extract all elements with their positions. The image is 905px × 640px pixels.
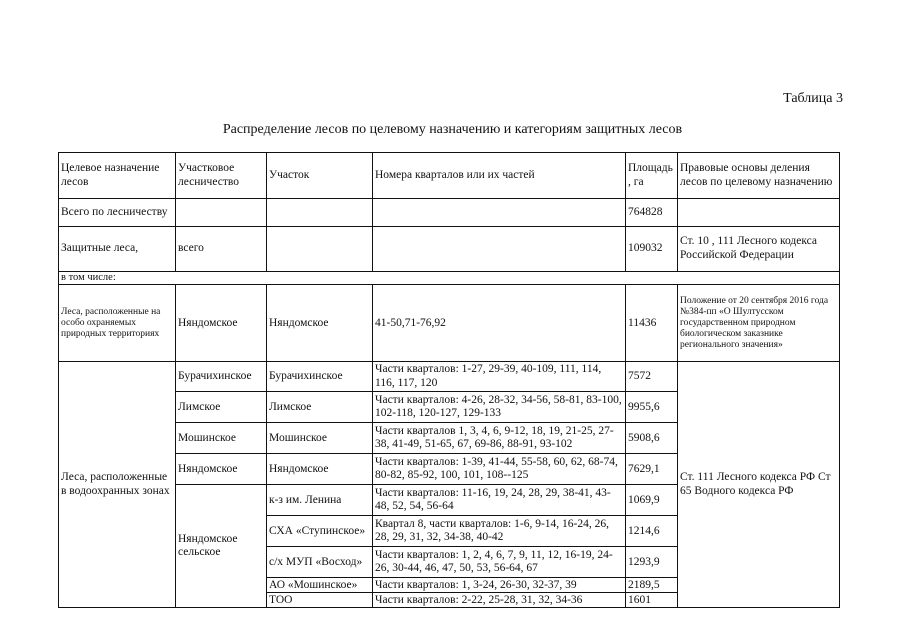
document-title: Распределение лесов по целевому назначению и категориям защитных лесов	[222, 122, 683, 137]
protective-quarters	[373, 227, 626, 272]
sopt-legal: Положение от 20 сентября 2016 года №384-пп «О Шултусском государственном природном биологическом заказнике регионального значения»	[678, 285, 840, 362]
water-area: 1601	[626, 593, 678, 608]
total-area: 764828	[626, 199, 678, 227]
water-forestry: Лимское	[176, 392, 267, 423]
water-area: 2189,5	[626, 578, 678, 593]
water-section: АО «Мошинское»	[267, 578, 373, 593]
water-quarters: Квартал 8, части кварталов: 1-6, 9-14, 16-24, 26, 28, 29, 31, 32, 34-38, 40-42	[373, 516, 626, 547]
water-area: 1069,9	[626, 485, 678, 516]
header-quarters: Номера кварталов или их частей	[373, 153, 626, 199]
water-area: 9955,6	[626, 392, 678, 423]
total-purpose: Всего по лесничеству	[59, 199, 176, 227]
sopt-quarters: 41-50,71-76,92	[373, 285, 626, 362]
protective-purpose: Защитные леса,	[59, 227, 176, 272]
table-row	[59, 362, 840, 392]
water-legal: Ст. 111 Лесного кодекса РФ Ст 65 Водного кодекса РФ	[678, 362, 840, 608]
water-section: ТОО	[267, 593, 373, 608]
header-forestry: Участковое лесничество	[176, 153, 267, 199]
water-quarters: Части кварталов: 1, 2, 4, 6, 7, 9, 11, 12, 16-19, 24-26, 30-44, 46, 47, 50, 53, 56-64, 67	[373, 547, 626, 578]
water-forestry: Няндомское	[176, 454, 267, 485]
water-area: 1293,9	[626, 547, 678, 578]
header-row	[59, 153, 840, 199]
protective-area: 109032	[626, 227, 678, 272]
water-section: Бурачихинское	[267, 362, 373, 392]
water-quarters: Части кварталов: 11-16, 19, 24, 28, 29, 38-41, 43-48, 52, 54, 56-64	[373, 485, 626, 516]
total-forestry	[176, 199, 267, 227]
water-section: Няндомское	[267, 454, 373, 485]
water-quarters: Части кварталов: 1-27, 29-39, 40-109, 111, 114, 116, 117, 120	[373, 362, 626, 392]
water-quarters: Части кварталов: 1-39, 41-44, 55-58, 60, 62, 68-74, 80-82, 85-92, 100, 101, 108--125	[373, 454, 626, 485]
protective-section	[267, 227, 373, 272]
header-area: Площадь, га	[626, 153, 678, 199]
water-area: 1214,6	[626, 516, 678, 547]
forest-distribution-table	[58, 152, 840, 608]
water-section: Лимское	[267, 392, 373, 423]
rural-forestry: Няндомское сельское	[176, 485, 267, 608]
water-purpose: Леса, расположенные в водоохранных зонах	[59, 362, 176, 608]
table-row-total	[59, 199, 840, 227]
sopt-purpose: Леса, расположенные на особо охраняемых природных территориях	[59, 285, 176, 362]
total-section	[267, 199, 373, 227]
table-row-including	[59, 272, 840, 285]
protective-legal: Ст. 10 , 111 Лесного кодекса Российской Федерации	[678, 227, 840, 272]
including-label: в том числе:	[59, 272, 840, 285]
header-legal: Правовые основы деления лесов по целевому назначению	[678, 153, 840, 199]
sopt-area: 11436	[626, 285, 678, 362]
water-quarters: Части кварталов: 1, 3-24, 26-30, 32-37, 39	[373, 578, 626, 593]
water-quarters: Части кварталов 1, 3, 4, 6, 9-12, 18, 19, 21-25, 27-38, 41-49, 51-65, 67, 69-86, 88-91, 93-102	[373, 423, 626, 454]
water-section: к-з им. Ленина	[267, 485, 373, 516]
table-row-specially-protected	[59, 285, 840, 362]
water-quarters: Части кварталов: 2-22, 25-28, 31, 32, 34-36	[373, 593, 626, 608]
water-quarters: Части кварталов: 4-26, 28-32, 34-56, 58-81, 83-100, 102-118, 120-127, 129-133	[373, 392, 626, 423]
header-purpose: Целевое назначение лесов	[59, 153, 176, 199]
water-section: с/х МУП «Восход»	[267, 547, 373, 578]
water-area: 7629,1	[626, 454, 678, 485]
water-section: Мошинское	[267, 423, 373, 454]
water-section: СХА «Ступинское»	[267, 516, 373, 547]
table-number: Таблица 3	[783, 91, 843, 106]
header-section: Участок	[267, 153, 373, 199]
total-quarters	[373, 199, 626, 227]
water-area: 5908,6	[626, 423, 678, 454]
protective-forestry: всего	[176, 227, 267, 272]
table-row-protective	[59, 227, 840, 272]
water-forestry: Мошинское	[176, 423, 267, 454]
sopt-section: Няндомское	[267, 285, 373, 362]
total-legal	[678, 199, 840, 227]
water-area: 7572	[626, 362, 678, 392]
water-forestry: Бурачихинское	[176, 362, 267, 392]
sopt-forestry: Няндомское	[176, 285, 267, 362]
